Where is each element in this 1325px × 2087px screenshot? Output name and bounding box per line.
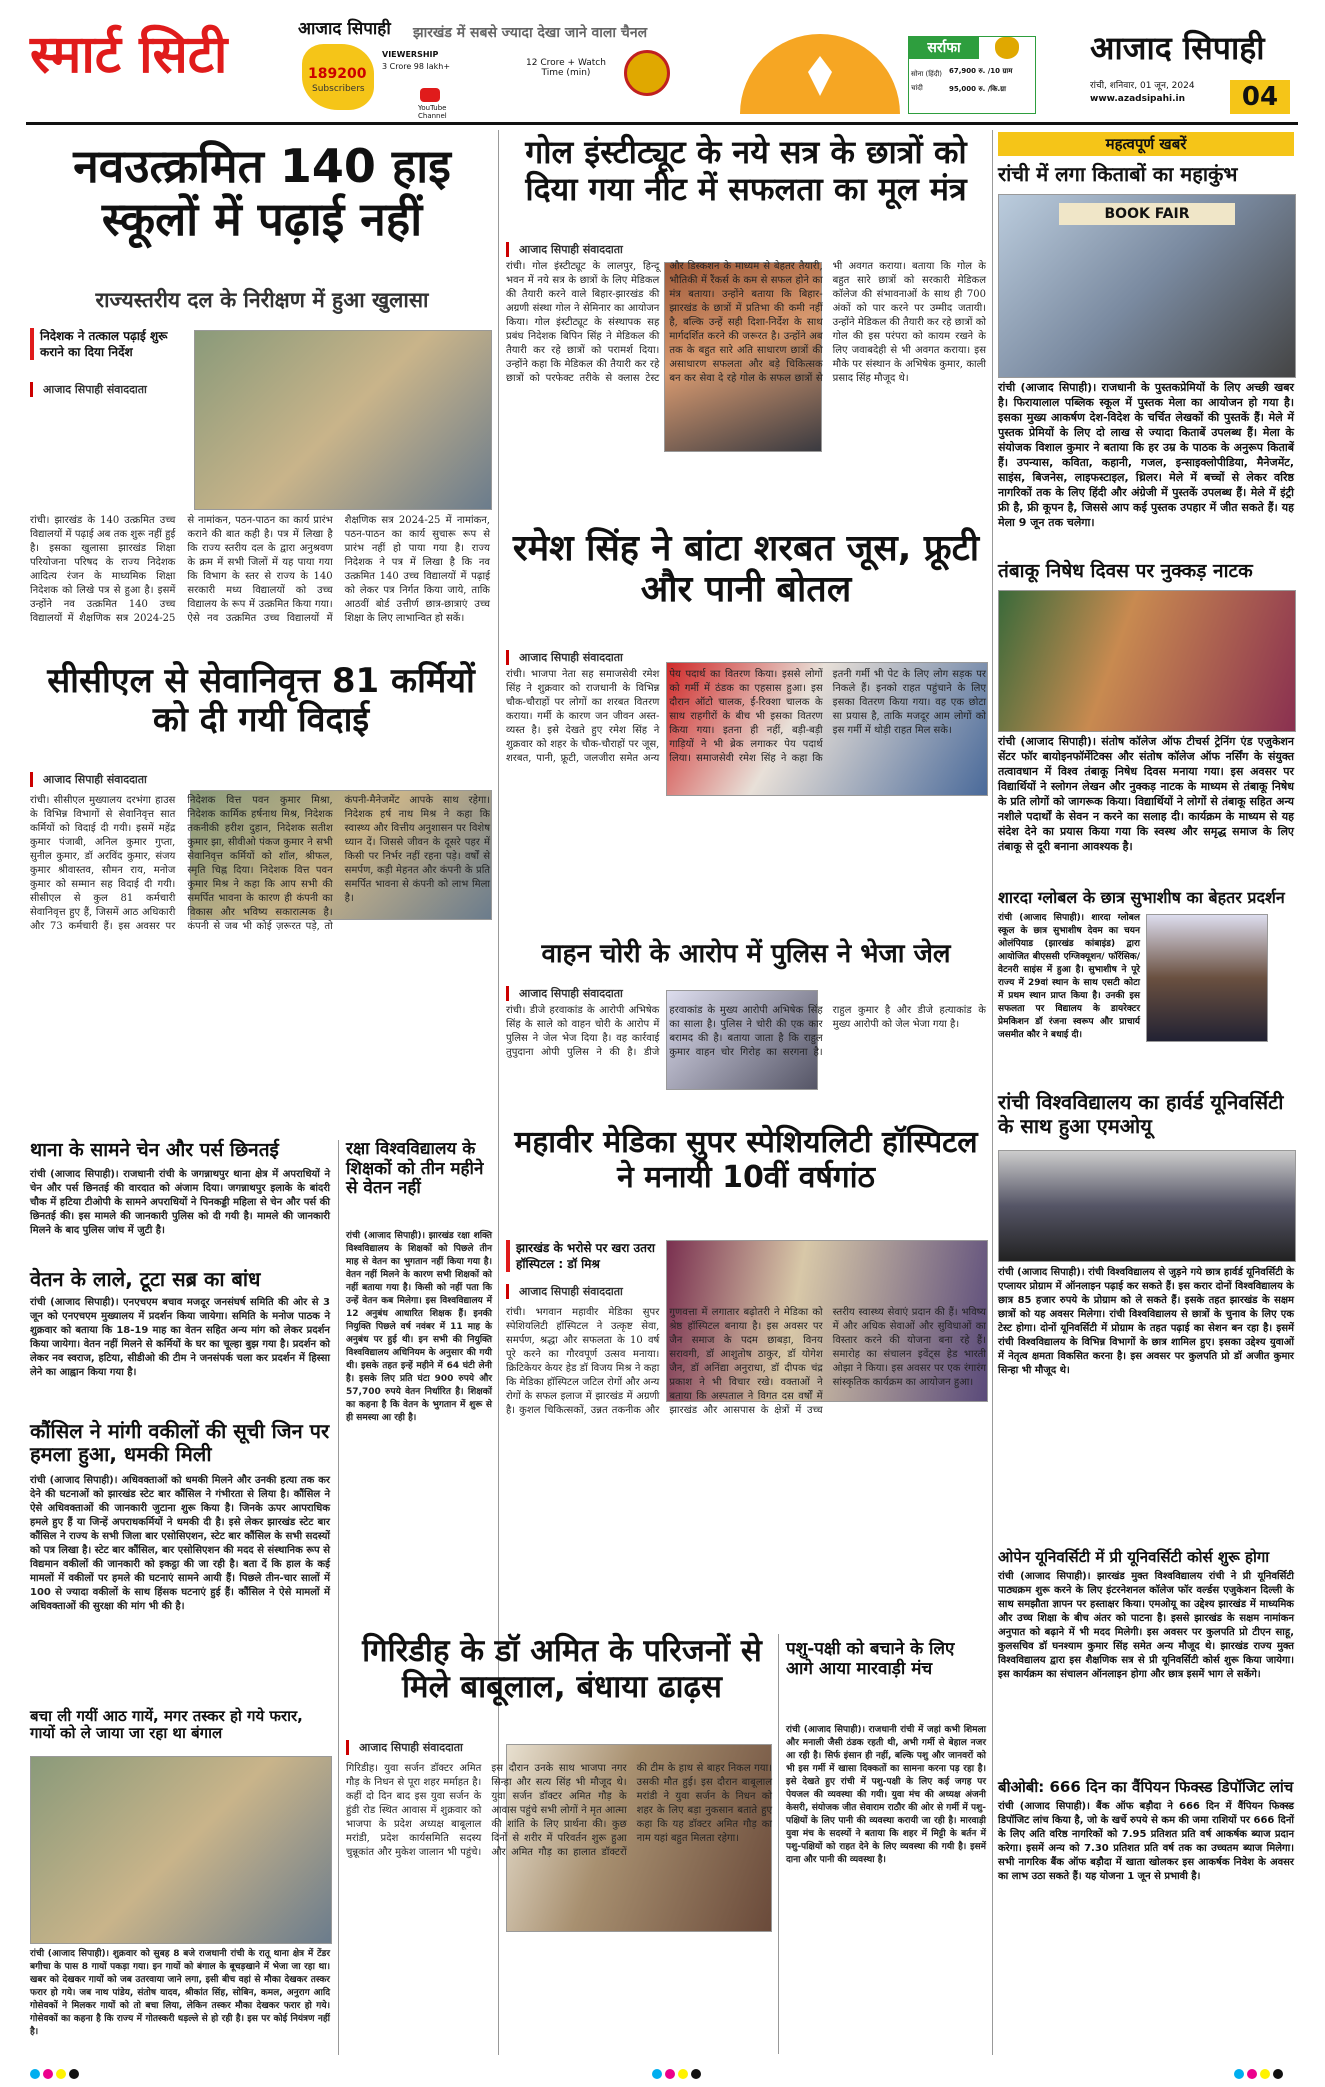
sidebar-story-4: रांची (आजाद सिपाही)। रांची विश्वविद्यालय से जुड़ने गये छात्र हार्वर्ड यूनिवर्सिटी के एप्लायर प्रोग्राम में ऑनलाइन पढ़ाई कर सकते हैं। इस करार दोनों विश्वविद्यालय के छात्र 85 हजार रुपये के प्रोग्राम को ले सकते हैं। इसके तहत झारखंड के सक्षम छात्रों को यह अवसर मिलेगा। रांची विश्वविद्यालय से छात्रों के चुनाव के लिए एक टेस्ट होगा। दोनों यूनिवर्सिटी में प्रोग्राम के तहत पढ़ाई का सेशन बन रहा है। इसमें रांची विश्वविद्यालय के विभिन्न विभागों के छात्र शामिल हुए। इसका उद्देश्य युवाओं में नेतृत्व क्षमता विकसित करना है। इस अवसर पर कुलपति प्रो डॉ अजीत कुमार सिन्हा भी मौजूद थे।: [998, 1267, 1294, 1376]
youtube-label: YouTube Channel: [418, 104, 447, 120]
paper-name: आजाद सिपाही: [1090, 29, 1265, 67]
sidebar-headline-4: रांची विश्वविद्यालय का हार्वर्ड यूनिवर्सिटी के साथ हुआ एमओयू: [998, 1090, 1284, 1138]
black-dot: [691, 2069, 701, 2079]
viewership-value: 3 Crore 98 lakh+: [382, 62, 451, 71]
youtube-play-icon: [420, 88, 440, 102]
column-divider-left: [338, 1140, 339, 2055]
sidebar-story-1: रांची (आजाद सिपाही)। राजधानी के पुस्तकप्रेमियों के लिए अच्छी खबर है। फिरायालाल पब्लिक स्कूल में पुस्तक मेला का आयोजन हो गया है। इसका मुख्य आकर्षण देश-विदेश के चर्चित लेखकों की पुस्तकें हैं। मेले में पुस्तक प्रेमियों के लिए दो लाख से ज्यादा किताबें उपलब्ध हैं। मेला के संयोजक विशाल कुमार ने बताया कि हर उम्र के पाठक के अनुरूप किताबें हैं। उपन्यास, कविता, कहानी, गजल, इन्साइक्लोपीडिया, मैनेजमेंट, साइंस, बिजनेस, लाइफस्टाइल, थ्रिलर। मेले में बच्चों से लेकर वरिष्ठ नागरिकों तक के लिए हिंदी और अंग्रेजी में पुस्तकें उपलब्ध हैं। मेले में इंट्री फ्री है, फ्री कूपन है, जिससे आप कई पुस्तक उपहार में जीत सकते हैं। यह मेला 9 जून तक चलेगा।: [998, 381, 1294, 529]
left-headline-7: रक्षा विश्वविद्यालय के शिक्षकों को तीन महीने से वेतन नहीं: [346, 1139, 484, 1199]
center-story-1: रांची। गोल इंस्टीट्यूट के लालपुर, हिन्दू भवन में नये सत्र के छात्रों के लिए मेडिकल की तैयारी करने वाले बिहार-झारखंड की अग्रणी संस्था गोल ने सेमिनार का आयोजन किया। गोल इंस्टीट्यूट के संस्थापक सह प्रबंध निदेशक बिपिन सिंह ने मेडिकल की तैयारी कर रहे छात्रों को परामर्श दिया। उन्होंने कहा कि मेडिकल की तैयारी कर रहे छात्रों को परफेक्ट तरीके से क्लास टेस्ट और डिस्कशन के माध्यम से बेहतर तैयारी, भौतिकी में रैंकर्स के कम से सफल होने का मंत्र बताया। उन्होंने बताया कि बिहार-झारखंड के छात्रों में प्रतिभा की कमी नहीं है, बल्कि उन्हें सही दिशा-निर्देश के साथ मार्गदर्शित करने की जरूरत है। उन्होंने अब तक के बहुत सारे अति साधारण छात्रों की असाधारण सफलता और बड़े चिकित्सक बन कर सेवा दे रहे गोल के सफल छात्रों से भी अवगत कराया। बताया कि गोल के बहुत सारे छात्रों को सरकारी मेडिकल कॉलेज की संभावनाओं के साथ ही 700 अंकों को पार करने पर उम्मीद जतायी। उन्होंने मेडिकल की तैयारी कर रहे छात्रों को गोल की इस परंपरा को कायम रखने के लिए जवाबदेही से भी अवगत कराया। इस मौके पर संस्थान के अभिषेक कुमार, काली प्रसाद सिंह मौजूद थे।: [506, 261, 986, 384]
left-headline-2: सीसीएल से सेवानिवृत्त 81 कर्मियों को दी गयी विदाई: [47, 661, 475, 741]
yellow-dot: [56, 2069, 66, 2079]
channel-name: आजाद सिपाही: [298, 19, 391, 39]
left-headline-4: वेतन के लाले, टूटा सब्र का बांध: [30, 1267, 261, 1291]
page-number: 04: [1230, 80, 1290, 114]
sidebar-header: महत्वपूर्ण खबरें: [998, 132, 1294, 156]
center-story-6: रांची (आजाद सिपाही)। राजधानी रांची में जहां कभी शिमला और मनाली जैसी ठंडक रहती थी, अभी गर्मी से बेहाल नजर आ रही है। सिर्फ इंसान ही नहीं, बल्कि पशु और जानवरों को भी इस गर्मी में खासा दिक्कतों का सामना करना पड़ रहा है। इसे देखते हुए रांची में पशु-पक्षी के लिए कई जगह पर पेयजल की व्यवस्था की गयी। युवा मंच की अध्यक्ष अंजनी केसरी, संयोजक जीत सेवाराम राठौर की ओर से गर्मी में पशु-पक्षियों के लिए पानी की व्यवस्था करायी जा रही है। मारवाड़ी युवा मंच के सदस्यों ने बताया कि शहर में मिट्टी के बर्तन में पशु-पक्षियों को राहत देने के लिए व्यवस्था की गयी है। इसमें दाना और पानी की व्यवस्था है।: [786, 1725, 986, 1865]
sidebar-story-3: रांची (आजाद सिपाही)। शारदा ग्लोबल स्कूल के छात्र सुभाशीष देवम का चयन ओलंपियाड (झारखंड कांबाइंड) द्वारा आयोजित बीएससी एग्जिक्यूशन/ फॉरेंसिक/वेटनरी साइंस में हुआ है। सुभाशीष ने पूरे राज्य में 29वां स्थान के साथ एसटी कोटा में प्रथम स्थान प्राप्त किया है। उनकी इस सफलता पर विद्यालय के डायरेक्टर प्रेमकिशन डॉ रंजना स्वरूप और प्राचार्य जसमीत कौर ने बधाई दी।: [998, 913, 1140, 1040]
cyan-dot: [1234, 2069, 1244, 2079]
center-byline-5: आजाद सिपाही संवाददाता: [346, 1740, 509, 1755]
sarafa-silver: 95,000 रु. /कि.ग्रा: [949, 85, 1006, 93]
channel-ad: [298, 19, 718, 120]
magenta-dot: [43, 2069, 53, 2079]
left-byline-2: आजाद सिपाही संवाददाता: [30, 772, 193, 787]
yellow-dot: [1260, 2069, 1270, 2079]
left-story-7: रांची (आजाद सिपाही)। झारखंड रक्षा शक्ति विश्वविद्यालय के शिक्षकों को पिछले तीन माह से वेतन का भुगतान नहीं किया गया है। वेतन नहीं मिलने के कारण सभी शिक्षकों को नहीं बताया गया है। किसी को नहीं पता कि उन्हें वेतन कब मिलेगा। इस विश्वविद्यालय में 12 अनुबंध आधारित शिक्षक हैं। इनकी नियुक्ति पिछले वर्ष नवंबर में 11 माह के अनुबंध पर हुई थी। इन सभी की नियुक्ति विश्वविद्यालय अधिनियम के अनुसार की गयी थी। इसके तहत इन्हें महीने में 64 घंटी लेनी है। इसके लिए प्रति घंटा 900 रुपये और 57,700 रुपये वेतन निर्धारित है। शिक्षकों का कहना है कि वेतन के भुगतान में शुरू से ही समस्या आ रही है।: [346, 1231, 492, 1423]
left-story-2: रांची। सीसीएल मुख्यालय दरभंगा हाउस के विभिन्न विभागों से सेवानिवृत्त सात कर्मियों को विदाई दी गयी। इसमें महेंद्र कुमार पंजाबी, अनिल कुमार गुप्ता, सुनील कुमार, डॉ अरविंद कुमार, संजय कुमार श्रीवास्तव, सौमन राय, मनोज कुमार को सम्मान सह विदाई दी गयी। सीसीएल से कुल 81 कर्मचारी सेवानिवृत्त हुए हैं, जिसमें आठ अधिकारी और 73 कर्मचारी हैं। इस अवसर पर निदेशक वित्त पवन कुमार मिश्रा, निदेशक कार्मिक हर्षनाथ मिश्र, निदेशक तकनीकी हरीश दुहान, निदेशक सतीश कुमार झा, सीवीओ पंकज कुमार ने सभी सेवानिवृत्त कर्मियों को शॉल, श्रीफल, स्मृति चिह्न दिया। निदेशक वित्त पवन कुमार मिश्र ने कहा कि आप सभी की समर्पित भावना के कारण ही कंपनी का विकास और भविष्य सकारात्मक है। कंपनी से जब भी कोई ज़रूरत पड़े, तो कंपनी-मैनेजमेंट आपके साथ रहेगा। निदेशक हर्ष नाथ मिश्र ने कहा कि स्वास्थ्य और वित्तीय अनुशासन पर विशेष ध्यान दें। जिससे जीवन के दूसरे पहर में किसी पर निर्भर नहीं रहना पड़े। वर्षों से समर्पण, कड़ी मेहनत और कंपनी के प्रति समर्पित भावना से कंपनी को लाभ मिला है।: [30, 795, 490, 932]
center-headline-2: रमेश सिंह ने बांटा शरबत जूस, फ्रूटी और पानी बोतल: [512, 528, 980, 611]
cyan-dot: [652, 2069, 662, 2079]
left-pull-1: निदेशक ने तत्काल पढ़ाई शुरू कराने का दिया निर्देश: [30, 328, 190, 360]
sidebar-headline-2: तंबाकू निषेध दिवस पर नुक्कड़ नाटक: [998, 560, 1253, 582]
center-headline-4: महावीर मेडिका सुपर स्पेशियलिटी हॉस्पिटल ने मनायी 10वीं वर्षगांठ: [514, 1125, 978, 1195]
left-story-4: रांची (आजाद सिपाही)। एनएचएम बचाव मजदूर जनसंघर्ष समिति की ओर से 3 जून को एनएचएम मुख्यालय में प्रदर्शन किया जायेगा। समिति के मनोज पाठक ने शुक्रवार को बताया कि 18-19 माह का वेतन सहित अन्य मांग को लेकर प्रदर्शन किया जायेगा। वेतन नहीं मिलने से कर्मियों के घर का चूल्हा बुझ गया है। प्रदर्शन को लेकर नव स्वराज, हटिया, सीडीओ की टीम ने जनसंपर्क चला कर प्रदर्शन में हिस्सा लेने का आह्वान किया गया है।: [30, 1297, 330, 1378]
dateline: रांची, शनिवार, 01 जून, 2024: [1090, 81, 1195, 91]
left-headline-1: नवउत्क्रमित 140 हाइ स्कूलों में पढ़ाई नहीं: [73, 139, 451, 246]
column-divider-center-right: [992, 130, 993, 2055]
sidebar-story-5: रांची (आजाद सिपाही)। झारखंड मुक्त विश्वविद्यालय रांची ने प्री यूनिवर्सिटी पाठ्यक्रम शुरू करने के लिए इंटरनेशनल कॉलेज फॉर वर्ल्डस एजुकेशन दिल्ली के साथ समझौता ज्ञापन पर हस्ताक्षर किया। एमओयू का उद्देश्य झारखंड में माध्यमिक और उच्च शिक्षा के बीच अंतर को पाटना है। इससे झारखंड के सक्षम नामांकन अनुपात को बढ़ाने में भी मदद मिलेगी। इस अवसर पर कुलपति प्रो टीएन साहू, कुलसचिव डॉ घनश्याम कुमार सिंह समेत अन्य मौजूद थे। झारखंड राज्य मुक्त विश्वविद्यालय द्वारा इस शैक्षणिक सत्र से प्री यूनिवर्सिटी कोर्स शुरू किया जायेगा। इस कार्यक्रम का संचालन ऑनलाइन होगा और छात्र इसमें भाग ले सकेंगे।: [998, 1571, 1294, 1680]
book-fair-photo: [998, 194, 1296, 378]
center-story-4: रांची। भगवान महावीर मेडिका सुपर स्पेशियलिटी हॉस्पिटल ने उत्कृष्ट सेवा, समर्पण, श्रद्धा और सफलता के 10 वर्ष पूरे करने का गौरवपूर्ण उत्सव मनाया। क्रिटिकेयर केयर हेड डॉ विजय मिश्र ने कहा कि मेडिका हॉस्पिटल जटिल रोगों और अन्य रोगों के सफल इलाज में झारखंड में अग्रणी है। कुशल चिकित्सकों, उन्नत तकनीक और गुणवत्ता में लगातार बढ़ोतरी ने मेडिका को श्रेष्ठ हॉस्पिटल बनाया है। इस अवसर पर जैन समाज के पदम छाबड़ा, विनय सरावगी, डॉ आशुतोष ठाकुर, डॉ योगेश जैन, डॉ अनिंद्या अनुराधा, डॉ दीपक चंद्र प्रकाश ने भी विचार रखे। वक्ताओं ने बताया कि अस्पताल ने विगत दस वर्षों में झारखंड और आसपास के क्षेत्रों में उच्च स्तरीय स्वास्थ्य सेवाएं प्रदान की हैं। भविष्य में और अधिक सेवाओं और सुविधाओं का विस्तार करने की योजना बना रहे हैं। समारोह का संचालन इवेंट्स हेड भारती ओझा ने किया। इस अवसर पर एक रंगारंग सांस्कृतिक कार्यक्रम का आयोजन हुआ।: [506, 1307, 986, 1416]
center-story-3: रांची। डीजे हरवाकांड के आरोपी अभिषेक सिंह के साले को वाहन चोरी के आरोप में पुलिस ने जेल भेज दिया है। वह कार्रवाई तुपुदाना ओपी पुलिस ने की है। डीजे हरवाकांड के मुख्य आरोपी अभिषेक सिंह का साला है। पुलिस ने चोरी की एक कार बरामद की है। बताया जाता है कि राहुल कुमार वाहन चोर गिरोह का सरगना है। राहुल कुमार है और डीजे हत्याकांड के मुख्य आरोपी को जेल भेजा गया है।: [506, 1005, 986, 1058]
magenta-dot: [1247, 2069, 1257, 2079]
sidebar-story-3-cont: [998, 1018, 1140, 1066]
book-fair-sign: BOOK FAIR: [1059, 203, 1235, 225]
sidebar-story-6: रांची (आजाद सिपाही)। बैंक ऑफ बड़ौदा ने 666 दिन में वैंपियन फिक्स्ड डिपॉजिट लांच किया है, जो के खर्चे रुपये से कम की जमा राशियों पर 666 दिनों के लिए अति वरिष्ठ नागरिकों को 7.95 प्रतिशत प्रति वर्ष आकर्षक ब्याज प्रदान करेगा। इसमें अन्य को 7.30 प्रतिशत प्रति वर्ष तक का उच्चतम ब्याज मिलेगा। सभी नागरिक बैंक ऑफ बड़ौदा में खाता खोलकर इस आकर्षक निवेश के अवसर का लाभ उठा सकते हैं। यह योजना 1 जून से प्रभावी है।: [998, 1801, 1294, 1882]
gold-bag-icon: [995, 37, 1019, 59]
masthead: [0, 0, 1325, 120]
black-dot: [1273, 2069, 1283, 2079]
channel-tagline: झारखंड में सबसे ज्यादा देखा जाने वाला चैनल: [413, 25, 648, 41]
sarafa-rows: सोना (हिंदी) चांदी: [911, 70, 942, 92]
sarafa-label: सर्राफा: [909, 37, 979, 59]
cyan-dot: [30, 2069, 40, 2079]
watch-time: 12 Crore + Watch Time (min): [526, 58, 606, 78]
medal-icon: [624, 50, 670, 96]
masthead-rule: [26, 122, 1298, 125]
student-photo: [1146, 914, 1268, 1042]
center-byline-3: आजाद सिपाही संवाददाता: [506, 986, 669, 1001]
cattle-photo: [30, 1756, 332, 1944]
registration-marks: [30, 2064, 1295, 2078]
center-byline-1: आजाद सिपाही संवाददाता: [506, 242, 719, 257]
left-story-5: रांची (आजाद सिपाही)। अधिवक्ताओं को धमकी मिलने और उनकी हत्या तक कर देने की घटनाओं को झारखंड स्टेट बार कौंसिल ने गंभीरता से लिया है। कौंसिल ने ऐसे अधिवक्ताओं की जानकारी जुटाना शुरू किया है। जिनके ऊपर आपराधिक हमले हुए हैं या जिन्हें अपराधकर्मियों ने धमकी दी है। इसे लेकर झारखंड स्टेट बार कौंसिल ने राज्य के सभी जिला बार एसोसिएशन, स्टेट बार कौंसिल के सभी सदस्यों को पत्र लिखा है। स्टेट बार कौंसिल, बार एसोसिएशन की मदद से संस्थानिक रूप से विद्यमान वकीलों की जानकारी को इकट्ठा की जा रही है। बता दें कि हाल के कई मामलों में वकीलों पर हमले की घटनाएं सामने आयी हैं। पिछले तीन-चार सालों में 100 से ज्यादा वकीलों के साथ हिंसक घटनाएं हुई हैं। कौंसिल ने ऐसे मामलों में अधिवक्ताओं की सुरक्षा की मांग भी की है।: [30, 1475, 330, 1612]
center-story-2: रांची। भाजपा नेता सह समाजसेवी रमेश सिंह ने शुक्रवार को राजधानी के विभिन्न चौक-चौराहों पर लोगों का शरबत वितरण कराया। गर्मी के कारण जन जीवन अस्त-व्यस्त है। इसे देखते हुए रमेश सिंह ने शुक्रवार को शहर के चौक-चौराहों पर जूस, शरबत, पानी, फ्रूटी, जलजीरा समेत अन्य पेय पदार्थ का वितरण किया। इससे लोगों को गर्मी में ठंडक का एहसास हुआ। इस दौरान ऑटो चालक, ई-रिक्शा चालक के साथ राहगीरों के बीच भी इसका वितरण किया गया। इतना ही नहीं, बड़ी-बड़ी गाड़ियों ने भी ब्रेक लगाकर पेय पदार्थ लिया। समाजसेवी रमेश सिंह ने कहा कि इतनी गर्मी भी पेट के लिए लोग सड़क पर निकले हैं। इनको राहत पहुंचाने के लिए इसका वितरण किया गया। वह एक छोटा सा प्रयास है, ताकि मजदूर आम लोगों को इस गर्मी में थोड़ी राहत मिल सके।: [506, 669, 986, 764]
center-byline-4: आजाद सिपाही संवाददाता: [506, 1284, 669, 1299]
left-story-1: रांची। झारखंड के 140 उत्क्रमित उच्च विद्यालयों में पढ़ाई अब तक शुरू नहीं हुई है। इसका खुलासा झारखंड शिक्षा परियोजना परिषद के राज्य निदेशक आदित्य रंजन के माध्यमिक शिक्षा निदेशक को लिखे पत्र से हुआ है। इसमें उन्होंने नव उत्क्रमित 140 उच्च विद्यालयों में शैक्षणिक सत्र 2024-25 से नामांकन, पठन-पाठन का कार्य प्रारंभ कराने की बात कही है। पत्र में लिखा है कि राज्य स्तरीय दल के द्वारा अनुश्रवण के क्रम में सभी जिलों में यह पाया गया कि विभाग के स्तर से राज्य के 140 सरकारी मध्य विद्यालयों को उच्च विद्यालय के रूप में उत्क्रमित किया गया। ऐसे नव उत्क्रमित उच्च विद्यालयों में शैक्षणिक सत्र 2024-25 में नामांकन, पठन-पाठन का कार्य सुचारू रूप से प्रारंभ नहीं हो पाया गया है। राज्य निदेशक ने पत्र में लिखा है कि नव उत्क्रमित 140 उच्च विद्यालयों में पढ़ाई को लेकर पत्र निर्गत किया जाये, ताकि आठवीं बोर्ड उत्तीर्ण छात्र-छात्राएं उच्च शिक्षा के लिए लाभान्वित हो सकें।: [30, 515, 490, 624]
left-story-3: रांची (आजाद सिपाही)। राजधानी रांची के जगन्नाथपुर थाना क्षेत्र में अपराधियों ने चेन और पर्स छिनतई की वारदात को अंजाम दिया। जगन्नाथपुर इलाके के बांदरी चौक में हटिया टीओपी के सामने अपराधियों ने पिनकड्डी महिला से चेन और पर्स की छिनतई की। इस मामले की जानकारी पुलिस को दी गयी है। मामले की जानकारी मिलने के बाद पुलिस जांच में जुटी है।: [30, 1169, 330, 1236]
sidebar-headline-5: ओपेन यूनिवर्सिटी में प्री यूनिवर्सिटी कोर्स शुरू होगा: [998, 1548, 1270, 1566]
magenta-dot: [665, 2069, 675, 2079]
sidebar-headline-6: बीओबी: 666 दिन का वैंपियन फिक्स्ड डिपॉजिट लांच: [998, 1778, 1294, 1796]
sidebar-headline-1: रांची में लगा किताबों का महाकुंभ: [998, 162, 1238, 186]
center-pull-4: झारखंड के भरोसे पर खरा उतरा हॉस्पिटल : डॉ मिश्र: [506, 1240, 666, 1272]
sidebar-headline-3: शारदा ग्लोबल के छात्र सुभाशीष का बेहतर प्रदर्शन: [998, 888, 1285, 907]
nukkad-natak-photo: [998, 590, 1296, 732]
subscribers-value: 189200: [308, 66, 367, 82]
section-title: स्मार्ट सिटी: [30, 25, 228, 85]
center-headline-5: गिरिडीह के डॉ अमित के परिजनों से मिले बाबूलाल, बंधाया ढाढ़स: [362, 1633, 762, 1705]
left-headline-6: बचा ली गयीं आठ गायें, मगर तस्कर हो गये फरार, गायों को ले जाया जा रहा था बंगाल: [30, 1707, 303, 1743]
left-subhead-1: राज्यस्तरीय दल के निरीक्षण में हुआ खुलासा: [95, 288, 429, 312]
sidebar-story-2: रांची (आजाद सिपाही)। संतोष कॉलेज ऑफ टीचर्स ट्रेनिंग एंड एजुकेशन सेंटर फॉर बायोइनफॉर्मेटिक्स और संतोष कॉलेज ऑफ नर्सिंग के संयुक्त तत्वावधान में विश्व तंबाकू निषेध दिवस मनाया गया। इस अवसर पर विद्यार्थियों ने स्लोगन लेखन और नुक्कड़ नाटक के माध्यम से तंबाकू निषेध के प्रति लोगों को जागरूक किया। विद्यार्थियों ने लोगों से तंबाकू सहित अन्य नशीले पदार्थों के सेवन न करने का सलाह दी। कार्यक्रम के माध्यम से यह संदेश देने का प्रयास किया गया कि स्वस्थ और समृद्ध समाज के लिए तंबाकू से दूरी बनाना आवश्यक है।: [998, 735, 1294, 853]
yellow-dot: [678, 2069, 688, 2079]
viewership-label: VIEWERSHIP: [382, 50, 439, 59]
subscribers-label: Subscribers: [312, 84, 365, 94]
center-headline-1: गोल इंस्टीट्यूट के नये सत्र के छात्रों को दिया गया नीट में सफलता का मूल मंत्र: [525, 133, 967, 208]
left-headline-5: कौंसिल ने मांगी वकीलों की सूची जिन पर हमला हुआ, धमकी मिली: [30, 1419, 330, 1466]
center-byline-2: आजाद सिपाही संवाददाता: [506, 650, 669, 665]
black-dot: [69, 2069, 79, 2079]
sarafa-gold: 67,900 रु. /10 ग्राम: [949, 67, 1013, 75]
left-byline-1: आजाद सिपाही संवाददाता: [30, 382, 193, 397]
column-divider-center-inner: [778, 1634, 779, 2054]
center-headline-3: वाहन चोरी के आरोप में पुलिस ने भेजा जेल: [541, 939, 951, 969]
ranchi-university-photo: [998, 1150, 1296, 1262]
center-story-5: गिरिडीह। युवा सर्जन डॉक्टर अमित गौड़ के निधन से पूरा शहर मर्माहत है। कहीं दो दिन बाद इस युवा सर्जन के हुंडी रोड स्थित आवास में शुक्रवार को भाजपा के प्रदेश अध्यक्ष बाबूलाल मरांडी, प्रदेश कार्यसमिति सदस्य चुन्नूकांत और मुकेश जालान भी पहुंचे। इस दौरान उनके साथ भाजपा नगर सिन्हा और सत्य सिंह भी मौजूद थे। युवा सर्जन डॉक्टर अमित गौड़ के आवास पहुंचे सभी लोगों ने मृत आत्मा की शांति के लिए प्रार्थना की। कुछ दिनों से शरीर में परिवर्तन शुरू हुआ और अमित गौड़ का हालात डॉक्टरों की टीम के हाथ से बाहर निकल गया। उसकी मौत हुई। इस दौरान बाबूलाल मरांडी ने युवा सर्जन के निधन को शहर के लिए बड़ा नुकसान बताते हुए कहा कि यह डॉक्टर अमित गौड़ का नाम यहां बहुत मिलता रहेगा।: [346, 1763, 772, 1858]
left-headline-3: थाना के सामने चेन और पर्स छिनतई: [30, 1139, 279, 1161]
sarafa-box: [908, 36, 1036, 114]
left-story-6: रांची (आजाद सिपाही)। शुक्रवार को सुबह 8 बजे राजधानी रांची के रातू थाना क्षेत्र में टेंडर बगीचा के पास 8 गायों पकड़ा गया। इन गायों को बंगाल के बूचड़खाने में भेजा जा रहा था। खबर को देखकर गायों को जब उतरवाया जाने लगा, इसी बीच वहां से मौका देखकर तस्कर फरार हो गये। जब नाथ पांडेय, संतोष यादव, श्रीकांत सिंह, सोबिन, कमल, अनुराग आदि गोसेवकों ने मिलकर गायों को तो बचा लिया, लेकिन तस्कर मौका देखकर फरार हो गये। गोसेवकों का कहना है कि राज्य में गोतस्करी धड़ल्ले से हो रही है। इस पर कोई नियंत्रण नहीं है।: [30, 1949, 330, 2037]
center-headline-6: पशु-पक्षी को बचाने के लिए आगे आया मारवाड़ी मंच: [786, 1639, 955, 1679]
website: www.azadsipahi.in: [1090, 94, 1185, 104]
